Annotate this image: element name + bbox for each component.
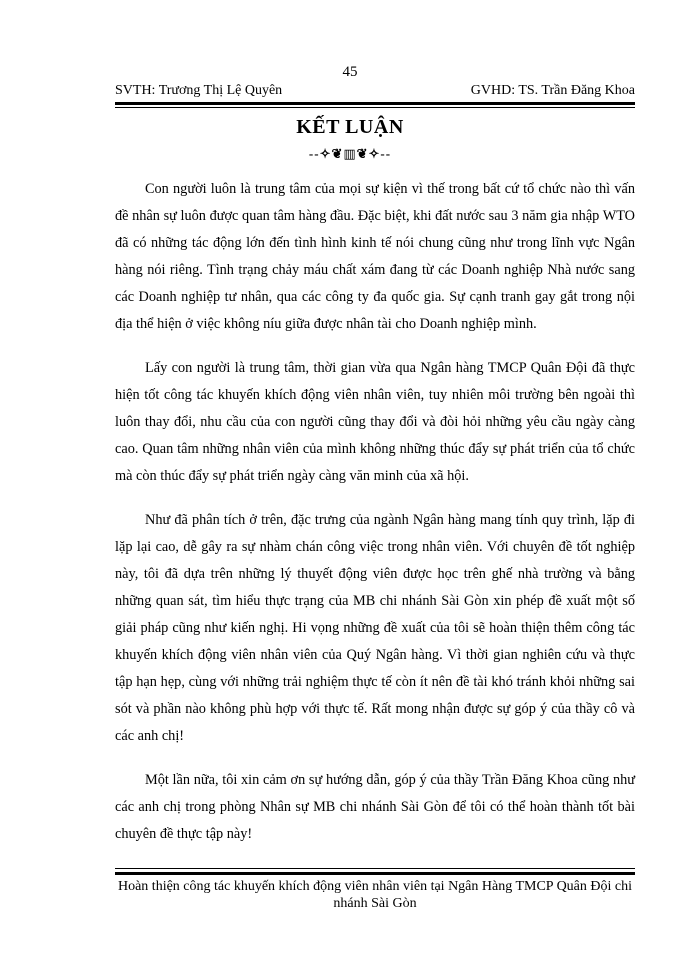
- footer-rule-thin: [115, 868, 635, 869]
- paragraph-3: Như đã phân tích ở trên, đặc trưng của ngành Ngân hàng mang tính quy trình, lặp đi lặp lại cao, dễ gây ra sự nhàm chán công việc trong nhân viên. Với chuyên đề tốt nghiệp này, tôi đã dựa trên những lý thuyết động viên được học trên ghế nhà trường và bằng những quan sát, tìm hiểu thực trạng của MB chi nhánh Sài Gòn xin phép đề xuất một số giải pháp cũng như kiến nghị. Hi vọng những đề xuất của tôi sẽ hoàn thiện thêm công tác khuyến khích động viên nhân viên của Quý Ngân hàng. Vì thời gian nghiên cứu và thực tập hạn hẹp, cùng với những trải nghiệm thực tế còn ít nên đề tài khó tránh khỏi những sai sót và phần nào không phù hợp với thực tế. Rất mong nhận được sự góp ý của thầy cô và các anh chị!: [115, 512, 635, 744]
- header-student: SVTH: Trương Thị Lệ Quyên: [115, 83, 283, 98]
- page-footer: Hoàn thiện công tác khuyến khích động viên nhân viên tại Ngân Hàng TMCP Quân Đội chi nhánh Sài Gòn: [117, 879, 632, 911]
- header-rule-thin: [115, 107, 635, 108]
- page-header: [115, 83, 635, 99]
- body-text: [115, 176, 635, 865]
- header-rule-thick: [115, 102, 635, 105]
- footer-rule-thick: [115, 872, 635, 875]
- ornament-divider: --✧❦▥❦✧--: [308, 146, 392, 161]
- section-title: KẾT LUẬN: [296, 116, 404, 138]
- header-advisor: GVHD: TS. Trần Đăng Khoa: [470, 83, 635, 98]
- paragraph-1: Con người luôn là trung tâm của mọi sự kiện vì thế trong bất cứ tổ chức nào thì vấn đề nhân sự luôn được quan tâm hàng đầu. Đặc biệt, khi đất nước sau 3 năm gia nhập WTO đã có những tác động lớn đến tình hình kinh tế nói chung cũng như trong lĩnh vực Ngân hàng nói riêng. Tình trạng chảy máu chất xám đang từ các Doanh nghiệp Nhà nước sang các Doanh nghiệp tư nhân, qua các công ty đa quốc gia. Sự cạnh tranh gay gắt trong nội địa thể hiện ở việc không níu giữa được nhân tài cho Doanh nghiệp mình.: [115, 181, 635, 332]
- paragraph-2: Lấy con người là trung tâm, thời gian vừa qua Ngân hàng TMCP Quân Đội đã thực hiện tốt công tác khuyến khích động viên nhân viên, tuy nhiên môi trường bên ngoài thì luôn thay đổi, nhu cầu của con người cũng thay đổi và đòi hỏi những yêu cầu ngày càng cao. Quan tâm những nhân viên của mình không những thúc đẩy sự phát triển của tổ chức mà còn thúc đẩy sự phát triển ngày càng văn minh của xã hội.: [115, 360, 635, 484]
- paragraph-4: Một lần nữa, tôi xin cảm ơn sự hướng dẫn, góp ý của thầy Trần Đăng Khoa cũng như các anh chị trong phòng Nhân sự MB chi nhánh Sài Gòn để tôi có thể hoàn thành tốt bài chuyên đề thực tập này!: [115, 772, 635, 842]
- page-number: 45: [342, 64, 358, 80]
